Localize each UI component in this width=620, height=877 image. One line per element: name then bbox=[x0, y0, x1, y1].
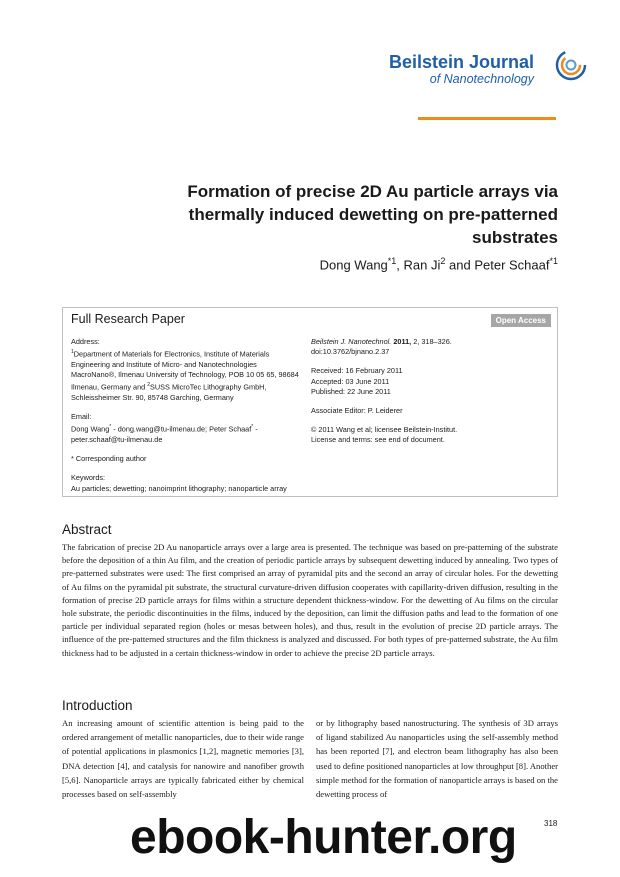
author-affiliation: 2 bbox=[440, 256, 446, 266]
keywords-label: Keywords: bbox=[71, 473, 106, 483]
copyright-text: © 2011 Wang et al; licensee Beilstein-Institut. bbox=[311, 425, 458, 435]
corresponding-author-note: * Corresponding author bbox=[71, 454, 147, 464]
address-text: Department of Materials for Electronics, Institute of Materials Engineering and Institute of Micro- and Nanotechnologies MacroNano®, Ilmenau University of Technology, POB 10 05 65, 98684 Ilmenau, Germany and bbox=[71, 349, 299, 392]
article-type: Full Research Paper bbox=[71, 312, 185, 326]
author-name: Dong Wang bbox=[319, 257, 388, 273]
open-access-badge: Open Access bbox=[491, 314, 551, 327]
doi-link[interactable]: doi:10.3762/bjnano.2.37 bbox=[311, 347, 390, 357]
article-info-box bbox=[62, 307, 558, 497]
author-affiliation: *1 bbox=[387, 256, 397, 266]
info-right-column: Beilstein J. Nanotechnol. 2011, 2, 318–326. doi:10.3762/bjnano.2.37 Received: 16 February 2011 Accepted: 03 June 2011 Published: 22 June 2011 Associate Editor: P. Leiderer © 2011 Wang et al; licensee Beilstein-Institut. License and terms: see end of document. bbox=[311, 337, 551, 455]
accepted-date: Accepted: 03 June 2011 bbox=[311, 376, 390, 386]
published-date: Published: 22 June 2011 bbox=[311, 386, 391, 396]
journal-logo-icon bbox=[554, 48, 588, 82]
email-link-2[interactable]: - peter.schaaf@tu-ilmenau.de bbox=[71, 424, 258, 444]
received-date: Received: 16 February 2011 bbox=[311, 366, 403, 376]
email-link[interactable]: - dong.wang@tu-ilmenau.de; Peter Schaaf bbox=[111, 424, 252, 434]
abstract-heading: Abstract bbox=[62, 522, 112, 537]
author-name: Peter Schaaf bbox=[474, 257, 550, 273]
author-name: Ran Ji bbox=[403, 257, 441, 273]
watermark: ebook-hunter.org bbox=[130, 811, 517, 864]
article-title: Formation of precise 2D Au particle arrays via thermally induced dewetting on pre-patterned substrates bbox=[187, 182, 558, 247]
page-number: 318 bbox=[544, 819, 558, 828]
journal-subtitle: of Nanotechnology bbox=[429, 72, 534, 86]
associate-editor: Associate Editor: P. Leiderer bbox=[311, 406, 403, 416]
citation-journal: Beilstein J. Nanotechnol. bbox=[311, 337, 392, 346]
journal-name: Beilstein Journal bbox=[388, 52, 534, 72]
introduction-heading: Introduction bbox=[62, 698, 133, 713]
author-list: Dong Wang$^{*1}$, Ran Ji$^2$ and Peter Schaaf$^{*1}$ bbox=[319, 256, 558, 273]
address-text-2: SUSS MicroTec Lithography GmbH, Schleissheimer Str. 90, 85748 Garching, Germany bbox=[71, 382, 267, 402]
info-left-column: Address: $^1$Department of Materials for Electronics, Institute of Materials Engineering and Institute of Micro- and Nanotechnologies MacroNano®, Ilmenau University of Technology, POB 10 05 65, 98684 Ilmenau, Germany and $^2$SUSS MicroTec Lithography GmbH, Schleissheimer Str. 90, 85748 Garching, Germany Email: Dong Wang* - dong.wang@tu-ilmenau.de; Peter Schaaf* - peter.schaaf@tu-ilmenau.de * Corresponding author Keywords: Au particles; dewetting; nanoimprint lithography; nanoparticle array bbox=[71, 337, 301, 503]
abstract-text: The fabrication of precise 2D Au nanoparticle arrays over a large area is presented. The technique was based on pre-patterning of the substrate before the deposition of a thin Au film, and the creation of periodic particle arrays by subsequent dewetting induced by annealing. Two types of pre-patterned substrates were used: The first comprised an array of pyramidal pits and the second an array of circular holes. For the dewetting of Au films on the pyramidal pit substrate, the structural curvature-driven diffusion cooperates with capillarity-driven diffusion, resulting in the formation of precise 2D particle arrays for films within a structure dependent thickness-window. For the dewetting of Au films on the circular hole substrate, the periodic discontinuities in the films, induced by the deposition, can limit the diffusion paths and lead to the formation of one particle per individual separated region (holes or mesas between holes), and thus, result in the evolution of precise 2D particle arrays. The influence of the pre-patterned structures and the film thickness is analyzed and discussed. For both types of pre-patterned substrate, the Au film thickness had to be adjusted in a certain thickness-window in order to achieve the precise 2D particle arrays. bbox=[62, 542, 558, 658]
email-label: Email: bbox=[71, 412, 92, 422]
author-affiliation: *1 bbox=[549, 256, 558, 266]
address-label: Address: bbox=[71, 337, 100, 346]
keywords-text: Au particles; dewetting; nanoimprint lithography; nanoparticle array bbox=[71, 483, 287, 493]
license-text[interactable]: License and terms: see end of document. bbox=[311, 435, 445, 445]
introduction-column-1: An increasing amount of scientific attention is being paid to the ordered arrangement of metallic nanoparticles, due to their wide range of potential applications in plasmonics [1,2], magnetic memories [3], DNA detection [4], and catalysis for nanowire and nanofiber growth [5,6]. Nanoparticle arrays are typically fabricated either by chemical processes based on self-assembly bbox=[62, 718, 304, 800]
introduction-column-2: or by lithography based nanostructuring. The synthesis of 3D arrays of ligand stabilized Au nanoparticles using the self-assembly method has been reported [7], and electron beam lithography has also been used to define positioned nanoparticles at low throughput [8]. Another simple method for the formation of nanoparticle arrays is based on the dewetting process of bbox=[316, 718, 558, 800]
journal-rule bbox=[418, 117, 556, 120]
